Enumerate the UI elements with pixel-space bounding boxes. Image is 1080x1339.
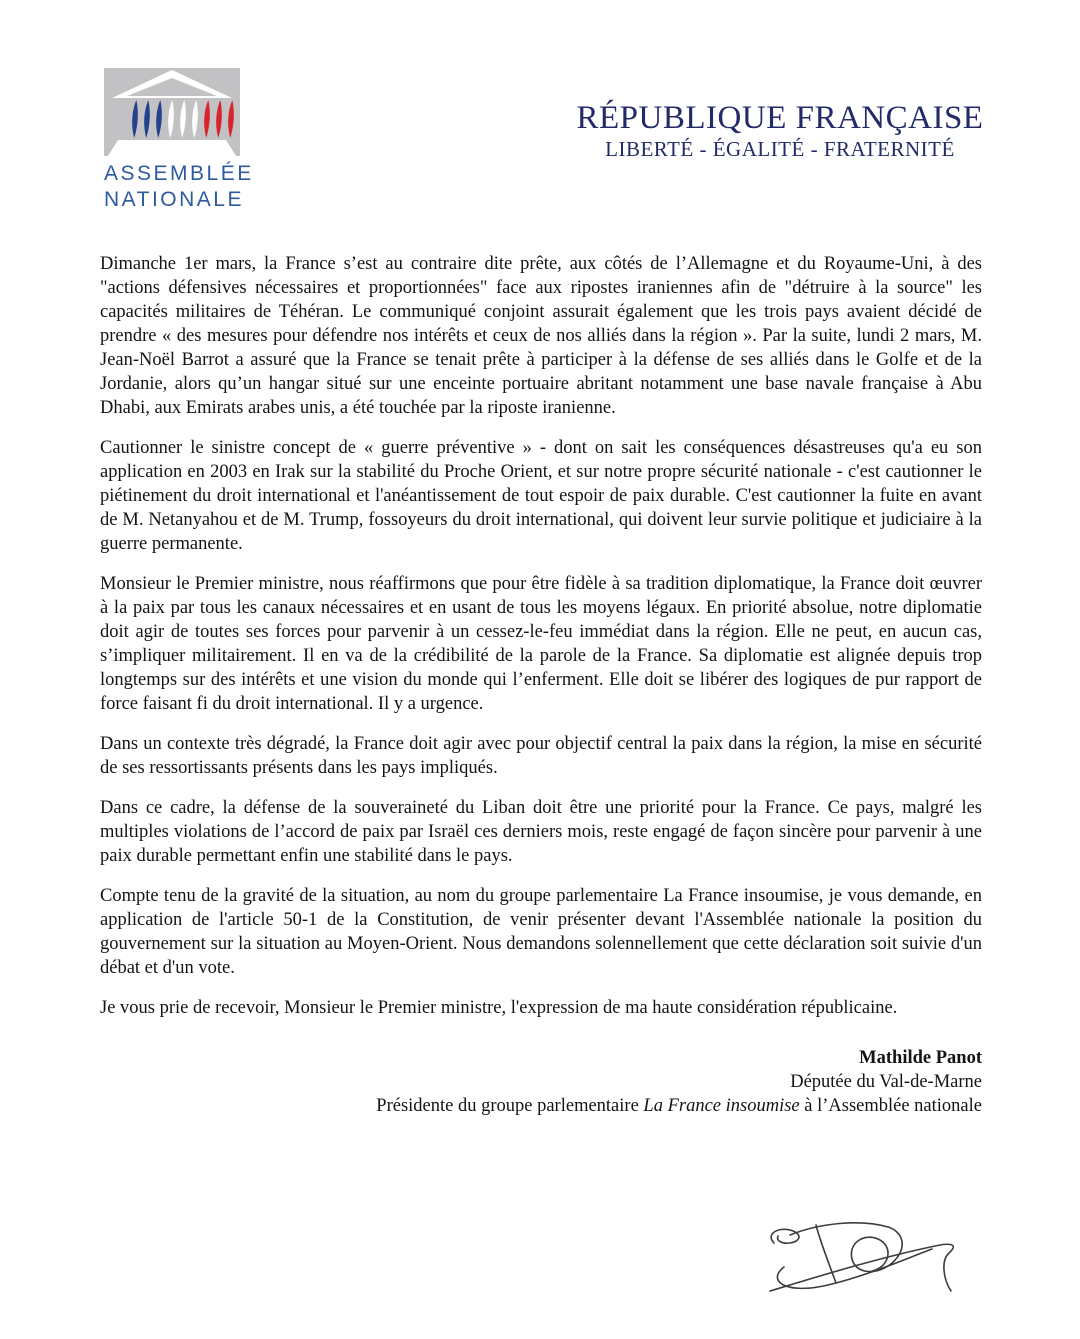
- assemblee-nationale-logo: [104, 68, 264, 213]
- signatory-role-2-suffix: à l’Assemblée nationale: [799, 1096, 982, 1116]
- paragraph-5: Dans ce cadre, la défense de la souveraineté du Liban doit être une priorité pour la France. Ce pays, malgré les multiples violations de l’accord de paix par Israël ces derniers mois, reste engagé de façon sincère pour parvenir à une paix durable permettant enfin une stabilité dans le pays.: [100, 798, 982, 866]
- signature-block: [100, 1046, 982, 1118]
- paragraph-7: Je vous prie de recevoir, Monsieur le Premier ministre, l'expression de ma haute considération républicaine.: [100, 998, 898, 1018]
- signatory-role-2: [100, 1094, 982, 1118]
- paragraph-1: Dimanche 1er mars, la France s’est au contraire dite prête, aux côtés de l’Allemagne et du Royaume-Uni, à des "actions défensives nécessaires et proportionnées" face aux ripostes iraniennes afin de "détruire à la source" les capacités militaires de Téhéran. Le communiqué conjoint assurait également que les trois pays avaient décidé de prendre « des mesures pour défendre nos intérêts et ceux de nos alliés dans la région ». Par la suite, lundi 2 mars, M. Jean-Noël Barrot a assuré que la France se tenait prête à participer à la défense de ses alliés dans le Golfe et de la Jordanie, alors qu’un hangar situé sur une enceinte portuaire abritant notamment une base navale française à Abu Dhabi, aux Emirats arabes unis, a été touchée par la riposte iranienne.: [100, 254, 982, 418]
- paragraph-6: Compte tenu de la gravité de la situation, au nom du groupe parlementaire La France insoumise, je vous demande, en application de l'article 50-1 de la Constitution, de venir présenter devant l'Assemblée nationale la position du gouvernement sur la situation au Moyen-Orient. Nous demandons solennellement que cette déclaration soit suivie d'un débat et d'un vote.: [100, 886, 982, 978]
- signatory-role-2-prefix: Présidente du groupe parlementaire: [376, 1096, 644, 1116]
- masthead: [555, 100, 1005, 161]
- signatory-name: Mathilde Panot: [859, 1048, 982, 1068]
- letter-body: [100, 252, 982, 1118]
- handwritten-signature-icon: [760, 1205, 978, 1315]
- paragraph-3: Monsieur le Premier ministre, nous réaffirmons que pour être fidèle à sa tradition diplomatique, la France doit œuvrer à la paix par tous les canaux nécessaires et en usant de tous les moyens légaux. En priorité absolue, notre diplomatie doit agir de toutes ses forces pour parvenir à un cessez-le-feu immédiat dans la région. Elle ne peut, en aucun cas, s’impliquer militairement. Il en va de la crédibilité de la parole de la France. Sa diplomatie est alignée depuis trop longtemps sur des intérêts et une vision du monde qui l’enferment. Elle doit se libérer des logiques de pur rapport de force faisant fi du droit international. Il y a urgence.: [100, 574, 982, 714]
- paragraph-2: Cautionner le sinistre concept de « guerre préventive » - dont on sait les conséquences désastreuses qu'a eu son application en 2003 en Irak sur la stabilité du Proche Orient, et sur notre propre sécurité nationale - c'est cautionner le piétinement du droit international et l'anéantissement de tout espoir de paix durable. C'est cautionner la fuite en avant de M. Netanyahou et de M. Trump, fossoyeurs du droit international, qui doivent leur survie politique et judiciaire à la guerre permanente.: [100, 438, 982, 554]
- signatory-role-2-group-name: La France insoumise: [643, 1096, 800, 1116]
- logo-wordmark-line1: ASSEMBLÉE: [104, 162, 254, 185]
- logo-wordmark-line2: NATIONALE: [104, 188, 244, 211]
- paragraph-4: Dans un contexte très dégradé, la France doit agir avec pour objectif central la paix dans la région, la mise en sécurité de ses ressortissants présents dans les pays impliqués.: [100, 734, 982, 778]
- assemblee-nationale-emblem-icon: [104, 68, 240, 156]
- logo-wordmark: [104, 161, 264, 213]
- signatory-role-1: Députée du Val-de-Marne: [790, 1072, 982, 1092]
- republic-motto: LIBERTÉ - ÉGALITÉ - FRATERNITÉ: [605, 137, 955, 161]
- flag-columns: [131, 100, 235, 138]
- republic-title: RÉPUBLIQUE FRANÇAISE: [576, 100, 984, 136]
